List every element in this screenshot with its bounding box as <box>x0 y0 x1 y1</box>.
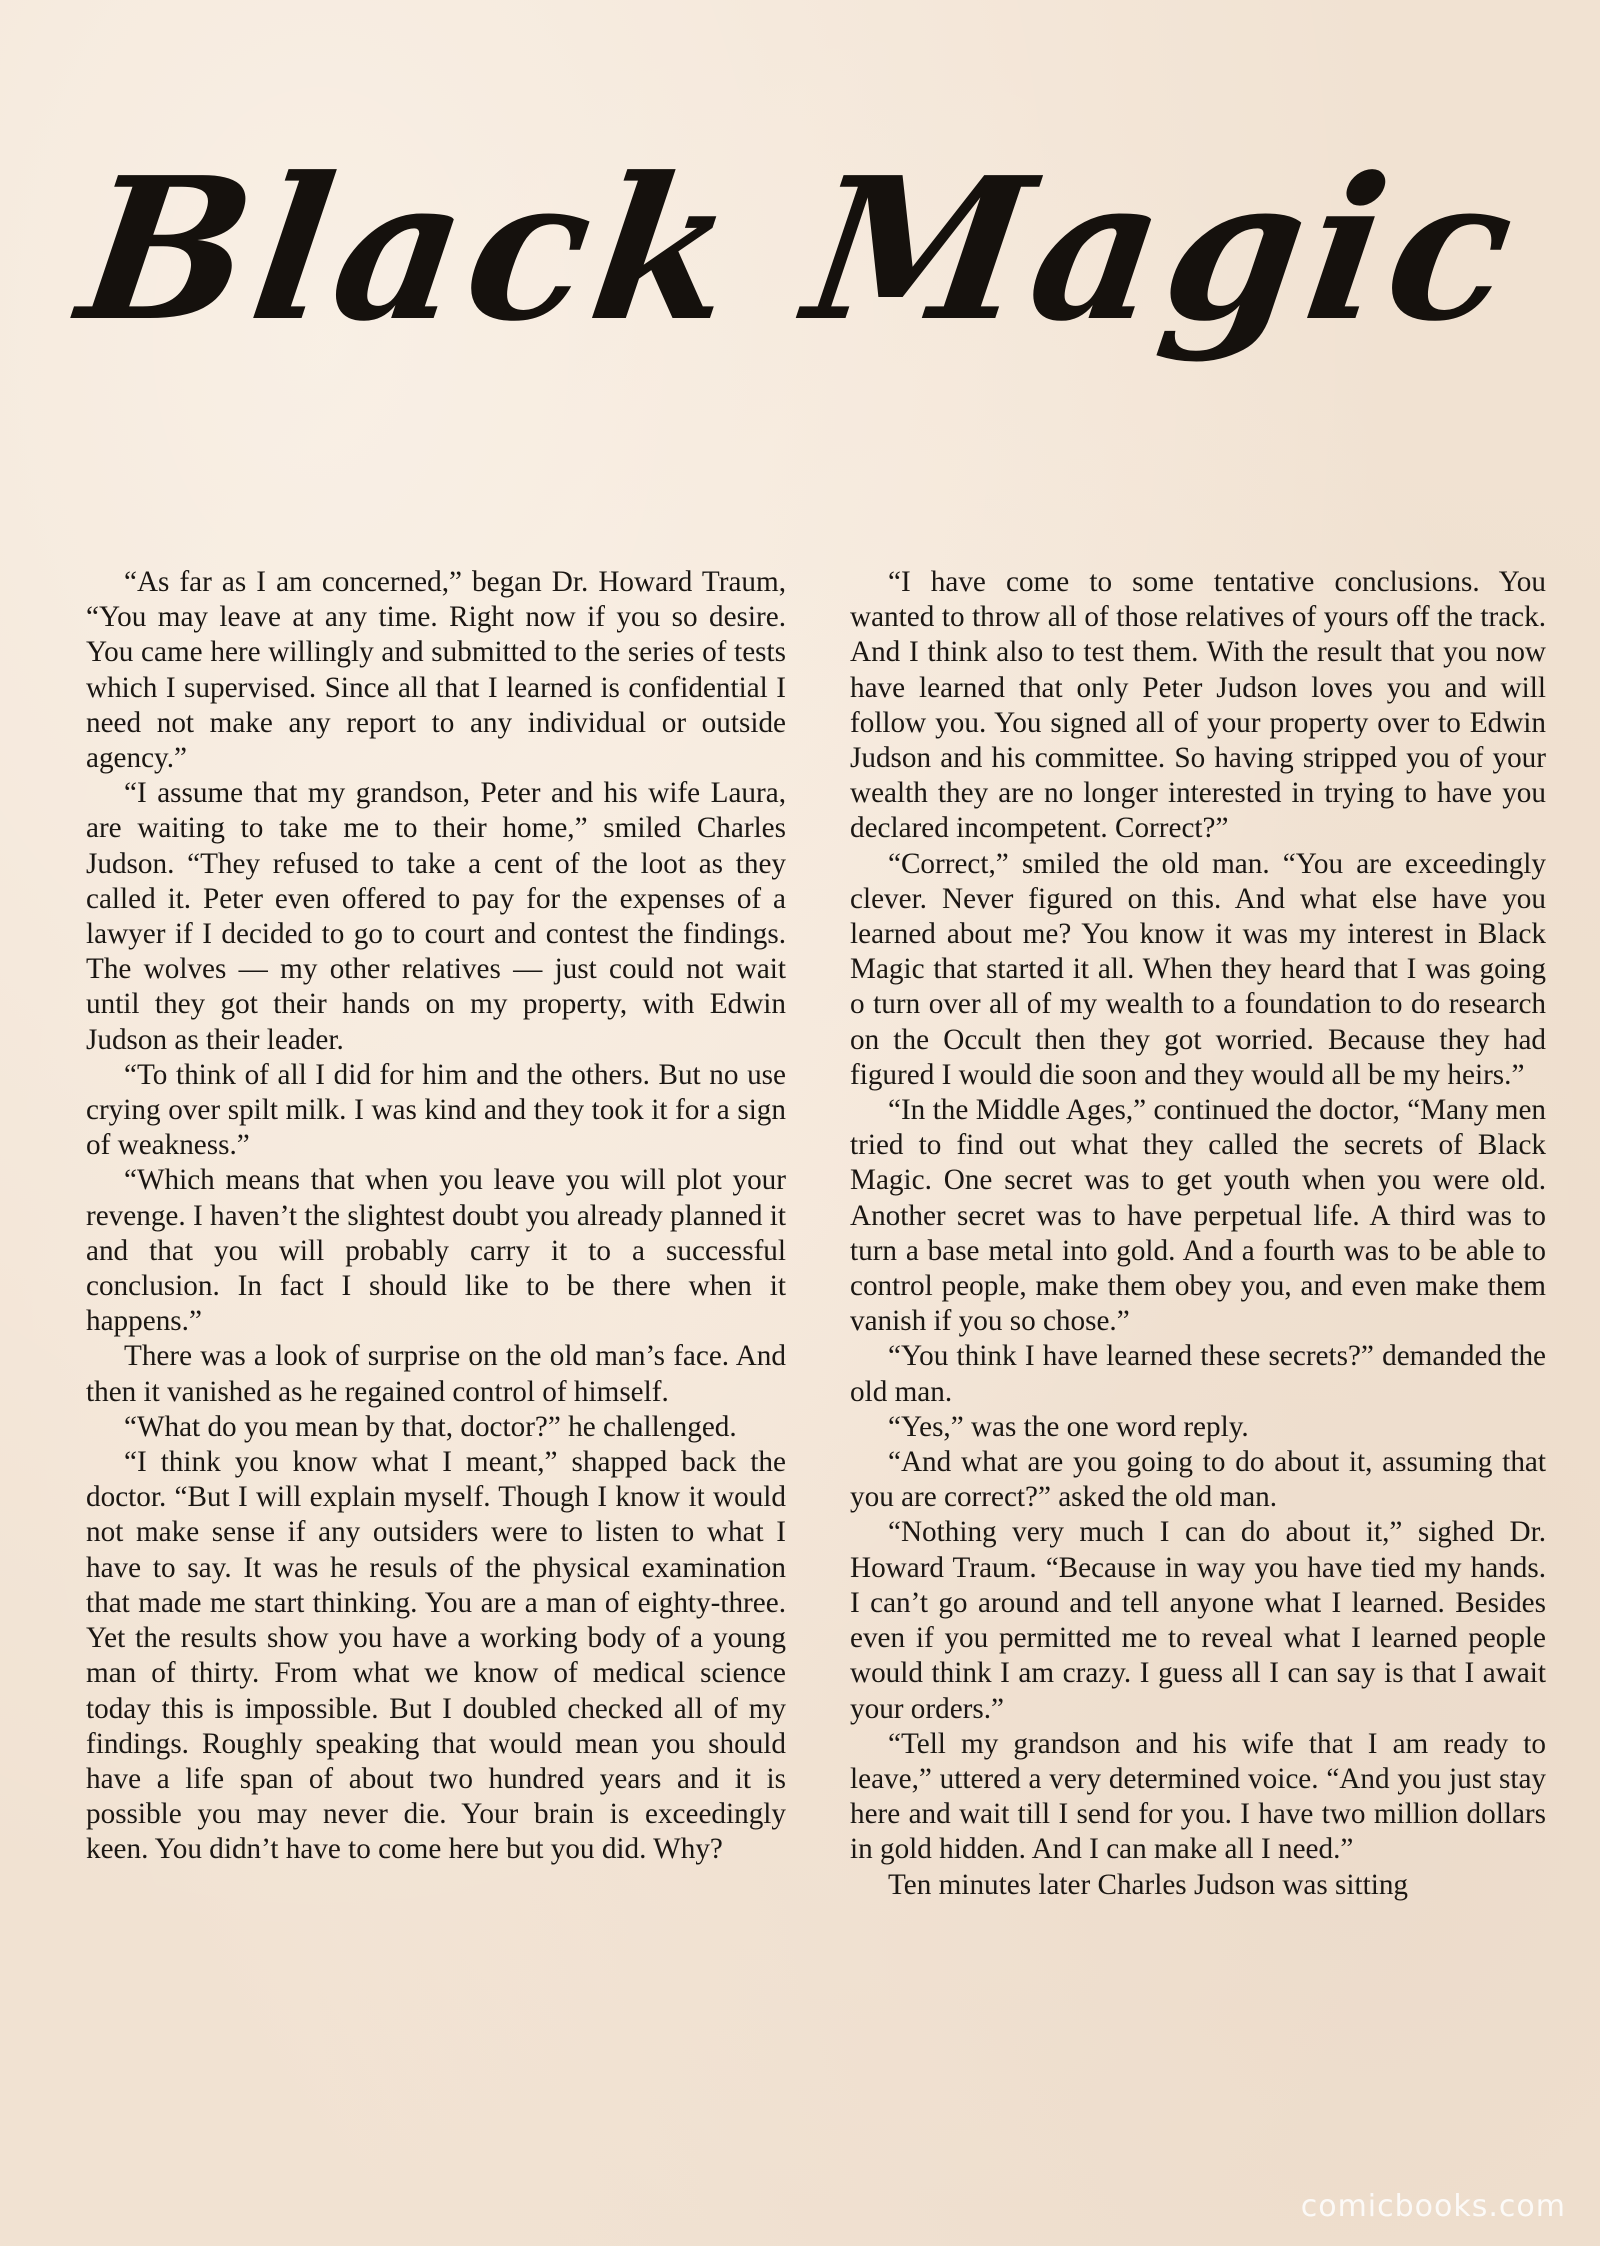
paragraph: “To think of all I did for him and the others. But no use crying over spilt milk. I was kind and they took it for a sign of weakness.” <box>86 1058 786 1162</box>
right-column <box>850 565 1546 1903</box>
story-title: Black Magic <box>68 135 1532 365</box>
paragraph: Ten minutes later Charles Judson was sitting <box>888 1868 1409 1901</box>
paragraph: “In the Middle Ages,” continued the doctor, “Many men tried to find out what they called the secrets of Black Magic. One secret was to get youth when you were old. Another secret was to have perpetual life. A third was to turn a base metal into gold. And a fourth was to be able to control people, make them obey you, and even make them vanish if you so chose.” <box>850 1094 1546 1338</box>
paragraph: “You think I have learned these secrets?” demanded the old man. <box>850 1340 1546 1408</box>
left-column <box>86 565 786 1868</box>
paragraph: “I think you know what I meant,” shapped back the doctor. “But I will explain myself. Though I know it would not make sense if any outsiders were to listen to what I have to say. It was he resuls of the physical examination that made me start thinking. You are a man of eighty-three. Yet the results show you have a working body of a young man of thirty. From what we know of medical science today this is impossible. But I doubled checked all of my findings. Roughly speaking that would mean you should have a life span of about two hundred years and it is possible you may never die. Your brain is exceedingly keen. You didn’t have to come here but you did. Why? <box>86 1446 786 1866</box>
paragraph: There was a look of surprise on the old man’s face. And then it vanished as he regained control of himself. <box>86 1340 786 1408</box>
paragraph: “Correct,” smiled the old man. “You are exceedingly clever. Never figured on this. And what else have you learned about me? You know it was my interest in Black Magic that started it all. When they heard that I was going o turn over all of my wealth to a foundation to do research on the Occult then they got worried. Because they had figured I would die soon and they would all be my heirs.” <box>850 847 1546 1091</box>
paragraph: “What do you mean by that, doctor?” he challenged. <box>124 1410 737 1443</box>
paragraph: “I have come to some tentative conclusions. You wanted to throw all of those relatives of yours off the track. And I think also to test them. With the result that you now have learned that only Peter Judson loves you and will follow you. You signed all of your property over to Edwin Judson and his committee. So having stripped you of your wealth they are no longer interested in trying to have you declared incompetent. Correct?” <box>850 566 1546 845</box>
paragraph: “Yes,” was the one word reply. <box>888 1410 1249 1443</box>
paragraph: “As far as I am concerned,” began Dr. Howard Traum, “You may leave at any time. Right now if you so desire. You came here willingly and submitted to the series of tests which I supervised. Since all that I learned is confidential I need not make any report to any individual or outside agency.” <box>86 566 786 775</box>
site-watermark: comicbooks.com <box>1300 2189 1566 2224</box>
paragraph: “Nothing very much I can do about it,” sighed Dr. Howard Traum. “Because in way you have tied my hands. I can’t go around and tell anyone what I learned. Besides even if you permitted me to reveal what I learned people would think I am crazy. I guess all I can say is that I await your orders.” <box>850 1516 1546 1725</box>
paragraph: “And what are you going to do about it, assuming that you are correct?” asked the old man. <box>850 1446 1546 1514</box>
paragraph: “I assume that my grandson, Peter and his wife Laura, are waiting to take me to their home,” smiled Charles Judson. “They refused to take a cent of the loot as they called it. Peter even offered to pay for the expenses of a lawyer if I decided to go to court and contest the findings. The wolves — my other relatives — just could not wait until they got their hands on my property, with Edwin Judson as their leader. <box>86 777 786 1056</box>
paragraph: “Which means that when you leave you will plot your revenge. I haven’t the slightest doubt you already planned it and that you will probably carry it to a successful conclusion. In fact I should like to be there when it happens.” <box>86 1164 786 1338</box>
paragraph: “Tell my grandson and his wife that I am ready to leave,” uttered a very determined voice. “And you just stay here and wait till I send for you. I have two million dollars in gold hidden. And I can make all I need.” <box>850 1727 1546 1866</box>
